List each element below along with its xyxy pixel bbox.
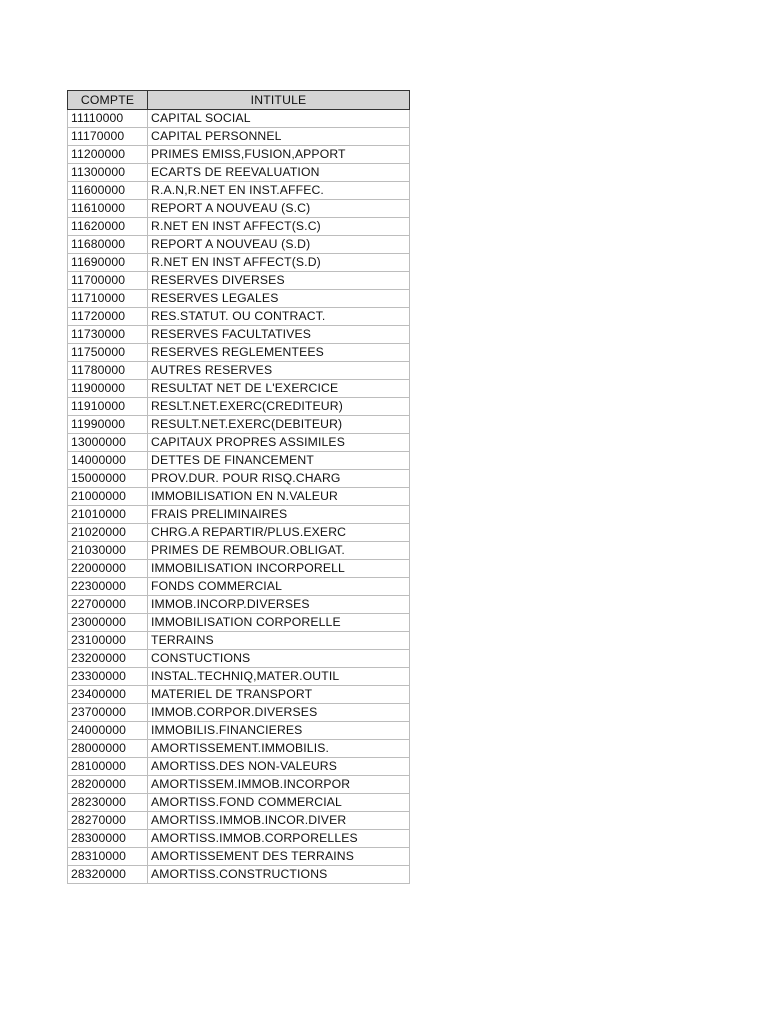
account-label: IMMOBILISATION EN N.VALEUR [148, 488, 410, 506]
account-code: 11600000 [68, 182, 148, 200]
account-label: AMORTISSEM.IMMOB.INCORPOR [148, 776, 410, 794]
table-row [68, 398, 410, 416]
account-label: REPORT A NOUVEAU (S.D) [148, 236, 410, 254]
table-row [68, 290, 410, 308]
account-label: IMMOBILIS.FINANCIERES [148, 722, 410, 740]
table-row [68, 848, 410, 866]
account-code: 11700000 [68, 272, 148, 290]
account-code: 11710000 [68, 290, 148, 308]
account-code: 11750000 [68, 344, 148, 362]
account-code: 11720000 [68, 308, 148, 326]
table-row [68, 434, 410, 452]
account-code: 11680000 [68, 236, 148, 254]
table-row [68, 776, 410, 794]
account-label: RESULTAT NET DE L'EXERCICE [148, 380, 410, 398]
account-label: RESERVES REGLEMENTEES [148, 344, 410, 362]
account-label: IMMOBILISATION INCORPORELL [148, 560, 410, 578]
account-label: CAPITAL PERSONNEL [148, 128, 410, 146]
table-row [68, 452, 410, 470]
account-label: AUTRES RESERVES [148, 362, 410, 380]
table-row [68, 218, 410, 236]
table-header [68, 91, 410, 110]
table-row [68, 686, 410, 704]
account-label: IMMOB.INCORP.DIVERSES [148, 596, 410, 614]
account-label: RESERVES DIVERSES [148, 272, 410, 290]
table-row [68, 542, 410, 560]
table-row [68, 146, 410, 164]
account-code: 11610000 [68, 200, 148, 218]
account-code: 21020000 [68, 524, 148, 542]
account-label: IMMOB.CORPOR.DIVERSES [148, 704, 410, 722]
table-row [68, 614, 410, 632]
account-label: CAPITAUX PROPRES ASSIMILES [148, 434, 410, 452]
account-code: 28300000 [68, 830, 148, 848]
account-code: 23000000 [68, 614, 148, 632]
account-code: 28200000 [68, 776, 148, 794]
table-row [68, 812, 410, 830]
account-code: 22700000 [68, 596, 148, 614]
account-label: RESLT.NET.EXERC(CREDITEUR) [148, 398, 410, 416]
account-code: 22000000 [68, 560, 148, 578]
account-label: R.NET EN INST AFFECT(S.D) [148, 254, 410, 272]
account-label: FONDS COMMERCIAL [148, 578, 410, 596]
account-label: AMORTISS.DES NON-VALEURS [148, 758, 410, 776]
account-label: TERRAINS [148, 632, 410, 650]
table-row [68, 110, 410, 128]
account-code: 23300000 [68, 668, 148, 686]
table-row [68, 596, 410, 614]
table-row [68, 254, 410, 272]
account-label: AMORTISS.CONSTRUCTIONS [148, 866, 410, 884]
account-code: 23100000 [68, 632, 148, 650]
table-row [68, 470, 410, 488]
account-code: 11110000 [68, 110, 148, 128]
account-code: 23700000 [68, 704, 148, 722]
account-code: 11730000 [68, 326, 148, 344]
accounts-sheet [67, 90, 410, 884]
table-row [68, 524, 410, 542]
account-label: CONSTUCTIONS [148, 650, 410, 668]
account-code: 11300000 [68, 164, 148, 182]
account-label: IMMOBILISATION CORPORELLE [148, 614, 410, 632]
table-row [68, 164, 410, 182]
account-code: 21000000 [68, 488, 148, 506]
account-code: 11900000 [68, 380, 148, 398]
table-row [68, 632, 410, 650]
table-row [68, 578, 410, 596]
table-body [68, 110, 410, 884]
account-label: PRIMES DE REMBOUR.OBLIGAT. [148, 542, 410, 560]
table-row [68, 560, 410, 578]
table-row [68, 380, 410, 398]
account-code: 28310000 [68, 848, 148, 866]
account-label: AMORTISSEMENT.IMMOBILIS. [148, 740, 410, 758]
account-label: AMORTISS.IMMOB.INCOR.DIVER [148, 812, 410, 830]
account-label: CHRG.A REPARTIR/PLUS.EXERC [148, 524, 410, 542]
account-code: 28270000 [68, 812, 148, 830]
account-label: ECARTS DE REEVALUATION [148, 164, 410, 182]
account-code: 14000000 [68, 452, 148, 470]
account-label: R.A.N,R.NET EN INST.AFFEC. [148, 182, 410, 200]
account-label: RESERVES LEGALES [148, 290, 410, 308]
table-row [68, 128, 410, 146]
header-row [68, 91, 410, 110]
table-row [68, 866, 410, 884]
account-code: 11780000 [68, 362, 148, 380]
table-row [68, 200, 410, 218]
account-code: 21030000 [68, 542, 148, 560]
table-row [68, 704, 410, 722]
table-row [68, 740, 410, 758]
header-compte: COMPTE [68, 91, 148, 110]
account-code: 11170000 [68, 128, 148, 146]
account-label: R.NET EN INST AFFECT(S.C) [148, 218, 410, 236]
account-label: PROV.DUR. POUR RISQ.CHARG [148, 470, 410, 488]
table-row [68, 794, 410, 812]
table-row [68, 488, 410, 506]
account-code: 28320000 [68, 866, 148, 884]
account-code: 13000000 [68, 434, 148, 452]
table-row [68, 722, 410, 740]
table-row [68, 326, 410, 344]
account-label: RESERVES FACULTATIVES [148, 326, 410, 344]
account-label: AMORTISS.FOND COMMERCIAL [148, 794, 410, 812]
account-code: 28000000 [68, 740, 148, 758]
table-row [68, 650, 410, 668]
account-code: 28100000 [68, 758, 148, 776]
table-row [68, 308, 410, 326]
account-label: CAPITAL SOCIAL [148, 110, 410, 128]
account-code: 22300000 [68, 578, 148, 596]
table-row [68, 416, 410, 434]
table-row [68, 236, 410, 254]
account-code: 23400000 [68, 686, 148, 704]
account-label: RES.STATUT. OU CONTRACT. [148, 308, 410, 326]
table-row [68, 182, 410, 200]
account-label: AMORTISSEMENT DES TERRAINS [148, 848, 410, 866]
table-row [68, 668, 410, 686]
account-label: FRAIS PRELIMINAIRES [148, 506, 410, 524]
account-label: RESULT.NET.EXERC(DEBITEUR) [148, 416, 410, 434]
account-label: INSTAL.TECHNIQ,MATER.OUTIL [148, 668, 410, 686]
account-code: 11690000 [68, 254, 148, 272]
header-intitule: INTITULE [148, 91, 410, 110]
table-row [68, 362, 410, 380]
account-code: 11620000 [68, 218, 148, 236]
account-code: 28230000 [68, 794, 148, 812]
account-label: REPORT A NOUVEAU (S.C) [148, 200, 410, 218]
account-code: 21010000 [68, 506, 148, 524]
account-code: 11990000 [68, 416, 148, 434]
account-code: 23200000 [68, 650, 148, 668]
account-label: MATERIEL DE TRANSPORT [148, 686, 410, 704]
account-label: AMORTISS.IMMOB.CORPORELLES [148, 830, 410, 848]
account-code: 24000000 [68, 722, 148, 740]
table-row [68, 506, 410, 524]
account-code: 11200000 [68, 146, 148, 164]
account-code: 11910000 [68, 398, 148, 416]
account-label: PRIMES EMISS,FUSION,APPORT [148, 146, 410, 164]
table-row [68, 830, 410, 848]
table-row [68, 344, 410, 362]
table-row [68, 272, 410, 290]
accounts-table [67, 90, 410, 884]
table-row [68, 758, 410, 776]
account-code: 15000000 [68, 470, 148, 488]
account-label: DETTES DE FINANCEMENT [148, 452, 410, 470]
